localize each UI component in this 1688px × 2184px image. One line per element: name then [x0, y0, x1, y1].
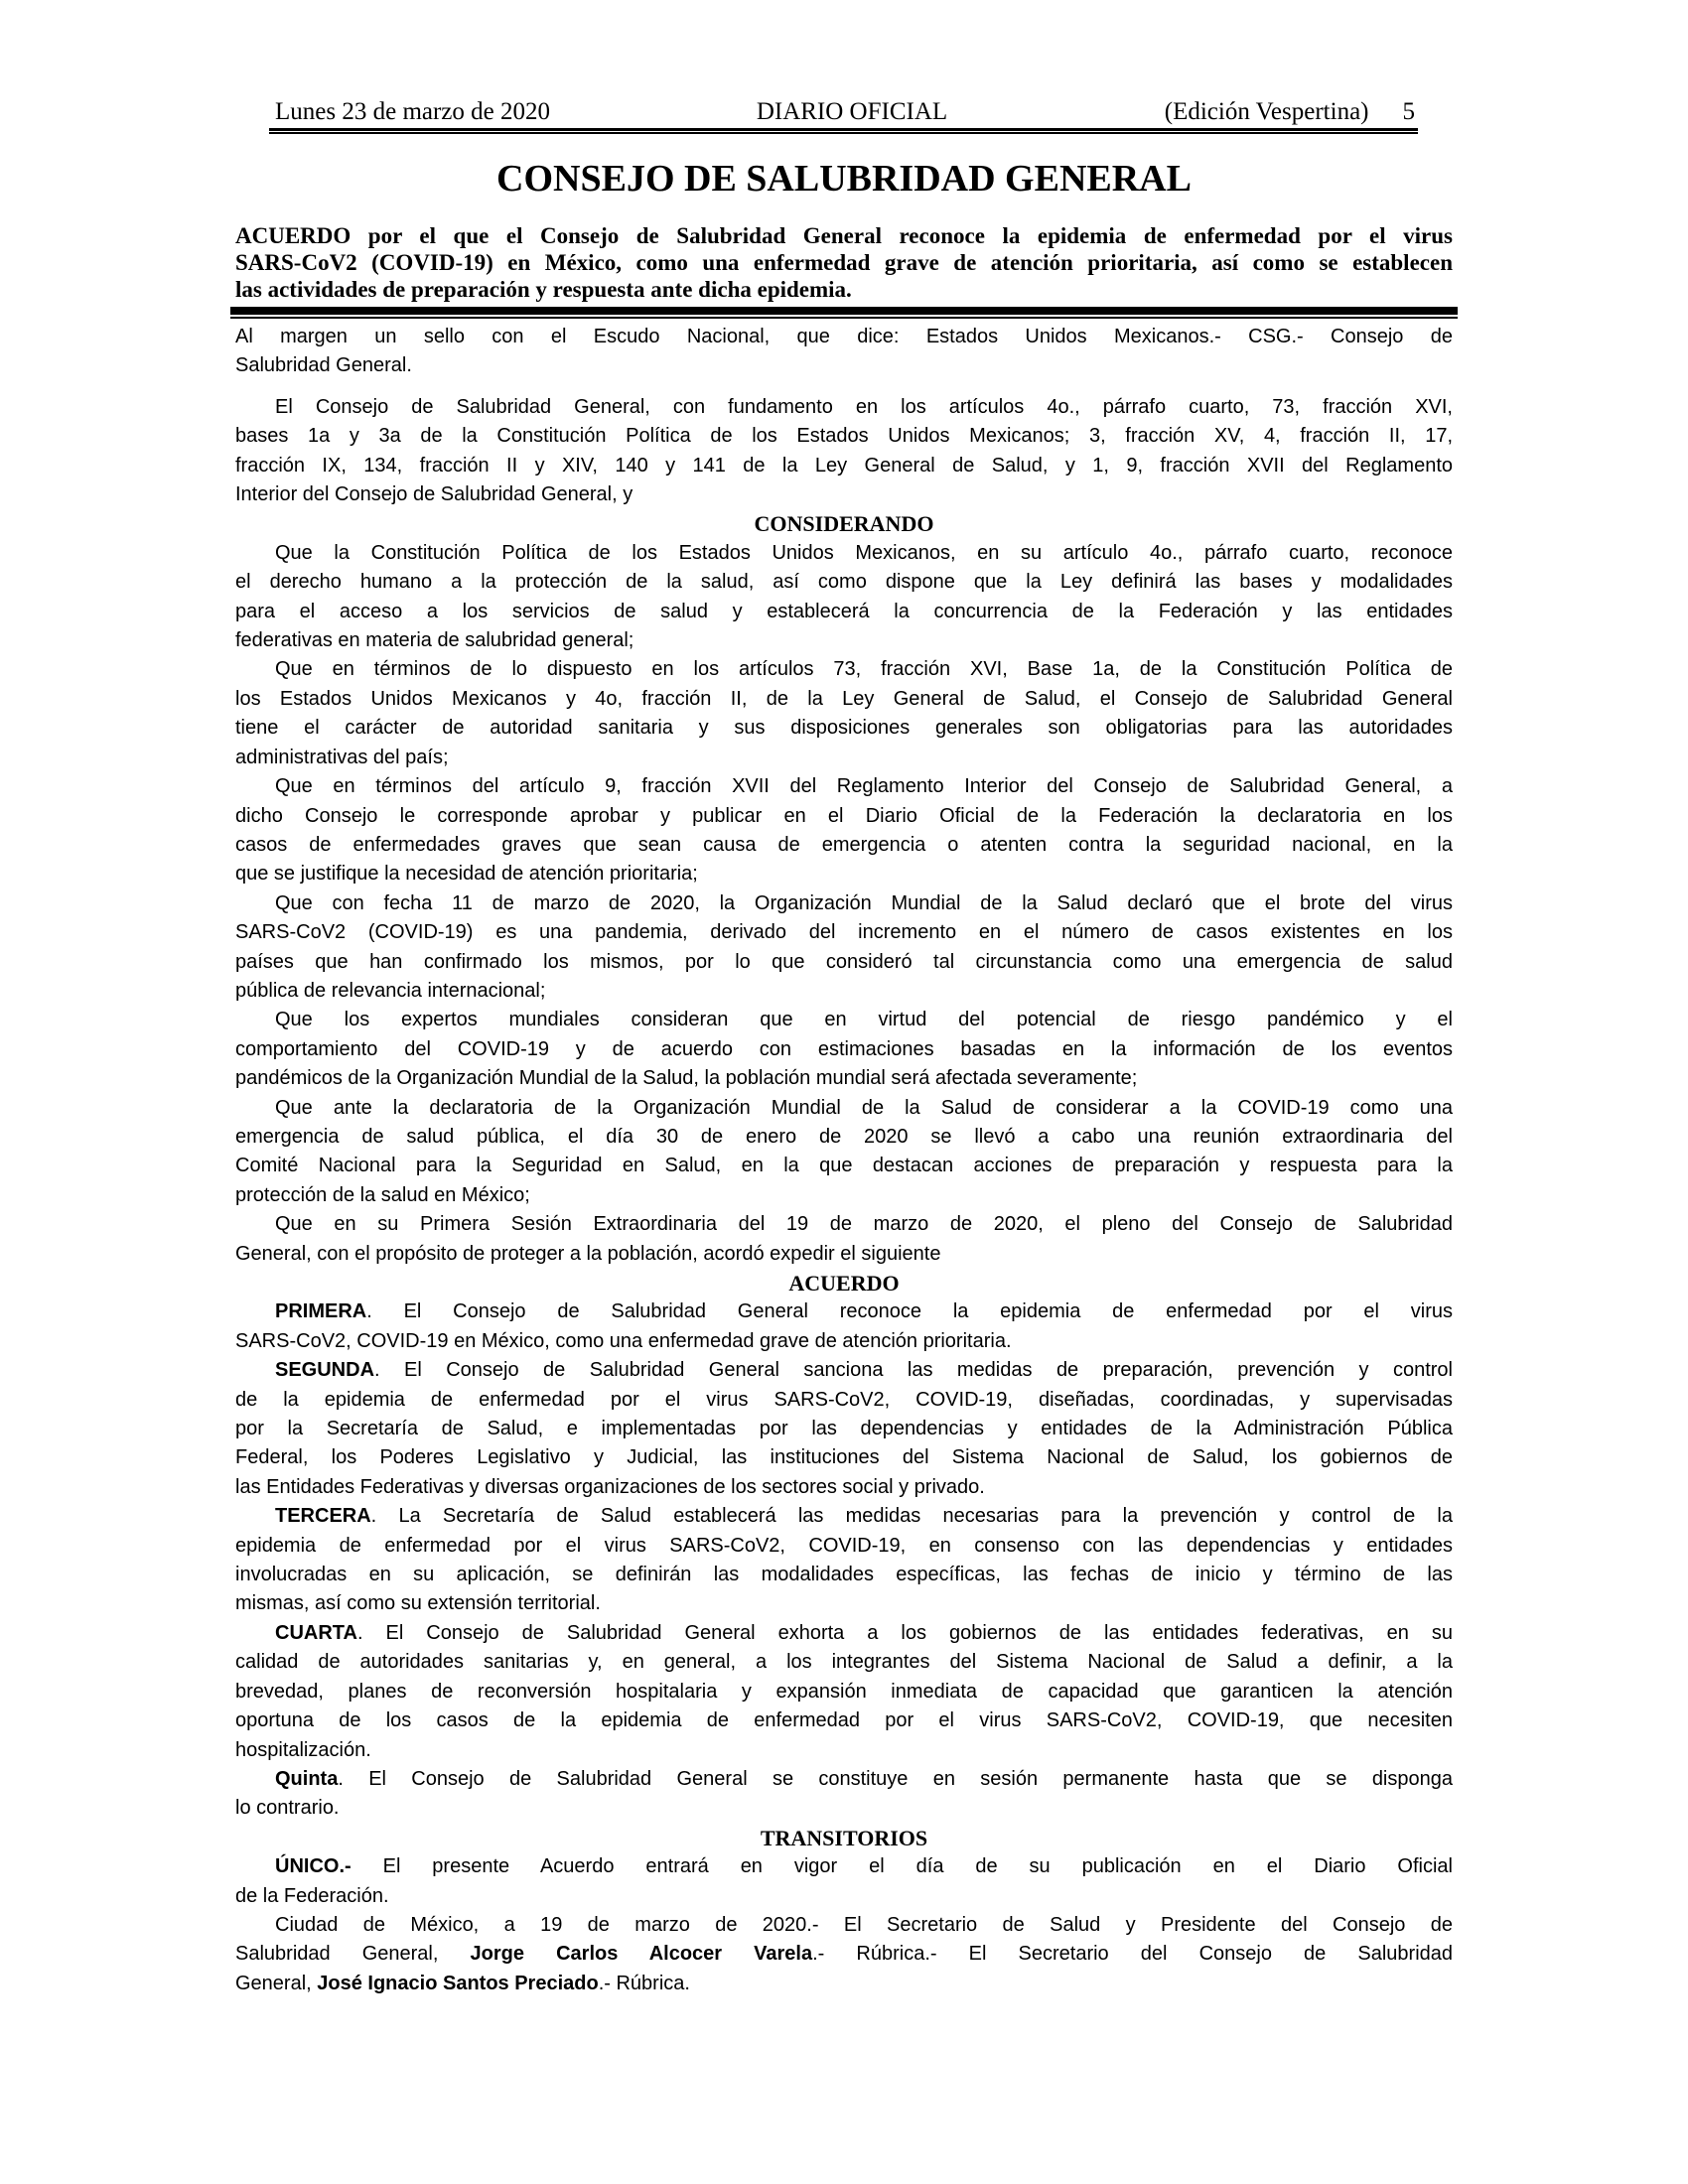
- header-rule-thick: [269, 128, 1418, 131]
- text-line: involucradas en su aplicación, se definirán las modalidades específicas, las fechas de inicio y término de las: [235, 1564, 1453, 1586]
- text-line: Ciudad de México, a 19 de marzo de 2020.- El Secretario de Salud y Presidente del Consejo de: [275, 1913, 1453, 1936]
- text-line: Comité Nacional para la Seguridad en Salud, en la que destacan acciones de preparación y respuesta para la: [235, 1155, 1453, 1177]
- text-line: mismas, así como su extensión territorial.: [235, 1592, 601, 1615]
- acuerdo-clauses: [235, 1297, 1453, 1823]
- bold-text: José Ignacio Santos Preciado: [317, 1972, 599, 1994]
- text-line: [235, 1619, 1453, 1648]
- clause-paragraph: [235, 1502, 1453, 1619]
- paragraph: [235, 1210, 1453, 1269]
- considerando-heading: CONSIDERANDO: [754, 511, 934, 537]
- text-line: [235, 1502, 1453, 1531]
- text-run: Salubridad General,: [235, 1943, 471, 1966]
- text-run: . El Consejo de Salubridad General exhorta a los gobiernos de las entidades federativas, en su: [356, 1621, 1453, 1644]
- paragraph: [235, 323, 1453, 381]
- text-line: tiene el carácter de autoridad sanitaria y sus disposiciones generales son obligatorias para las autoridades: [235, 717, 1453, 740]
- text-line: fracción IX, 134, fracción II y XIV, 140 y 141 de la Ley General de Salud, y 1, 9, fracción XVII del Reglamento: [235, 454, 1453, 477]
- paragraph: [235, 1852, 1453, 1911]
- paragraph: [235, 655, 1453, 772]
- preamble: [235, 393, 1453, 510]
- text-line: comportamiento del COVID-19 y de acuerdo con estimaciones basadas en la información de los eventos: [235, 1037, 1453, 1060]
- text-line: [235, 1852, 1453, 1881]
- paragraph: [235, 1006, 1453, 1093]
- text-line: Que en términos del artículo 9, fracción XVII del Reglamento Interior del Consejo de Salubridad General, a: [275, 775, 1453, 798]
- text-run: . El Consejo de Salubridad General sanciona las medidas de preparación, prevención y control: [374, 1359, 1453, 1382]
- paragraph: [235, 1094, 1453, 1211]
- text-line: las actividades de preparación y respuesta ante dicha epidemia.: [235, 277, 852, 302]
- transitorios-heading: TRANSITORIOS: [760, 1825, 928, 1850]
- text-run: .- Rúbrica.- El Secretario del Consejo de Salubridad: [812, 1943, 1454, 1966]
- text-line: SARS-CoV2, COVID-19 en México, como una enfermedad grave de atención prioritaria.: [235, 1329, 1012, 1352]
- text-run: . El Consejo de Salubridad General reconoce la epidemia de enfermedad por el virus: [366, 1300, 1453, 1323]
- text-run: General,: [235, 1972, 318, 1994]
- text-line: El Consejo de Salubridad General, con fundamento en los artículos 4o., párrafo cuarto, 73, fracción XVI,: [275, 395, 1453, 418]
- clause-paragraph: [235, 1619, 1453, 1765]
- header-right-group: [1165, 98, 1415, 126]
- text-line: protección de la salud en México;: [235, 1183, 530, 1206]
- page-title: CONSEJO DE SALUBRIDAD GENERAL: [496, 158, 1192, 200]
- paragraph: [235, 393, 1453, 510]
- text-run: .- Rúbrica.: [598, 1972, 690, 1994]
- header-date: Lunes 23 de marzo de 2020: [275, 98, 551, 125]
- bold-text: TERCERA: [275, 1505, 371, 1528]
- clause-paragraph: [235, 1765, 1453, 1824]
- text-line: emergencia de salud pública, el día 30 de enero de 2020 se llevó a cabo una reunión extraordinaria del: [235, 1125, 1453, 1148]
- text-line: epidemia de enfermedad por el virus SARS-CoV2, COVID-19, en consenso con las dependencias y entidades: [235, 1534, 1453, 1557]
- header-edition: (Edición Vespertina): [1164, 98, 1369, 125]
- text-line: Federal, los Poderes Legislativo y Judicial, las instituciones del Sistema Nacional de Salud, los gobiernos de: [235, 1446, 1453, 1469]
- text-line: Que en términos de lo dispuesto en los artículos 73, fracción XVI, Base 1a, de la Constitución Política de: [275, 658, 1453, 681]
- text-line: casos de enfermedades graves que sean causa de emergencia o atenten contra la seguridad nacional, en la: [235, 833, 1453, 856]
- text-line: de la epidemia de enfermedad por el virus SARS-CoV2, COVID-19, diseñadas, coordinadas, y supervisadas: [235, 1388, 1453, 1411]
- text-line: dicho Consejo le corresponde aprobar y publicar en el Diario Oficial de la Federación la declaratoria en los: [235, 804, 1453, 827]
- text-line: Que la Constitución Política de los Estados Unidos Mexicanos, en su artículo 4o., párrafo cuarto, reconoce: [275, 541, 1453, 564]
- text-line: [235, 1970, 1453, 1998]
- paragraph: [235, 539, 1453, 656]
- text-line: para el acceso a los servicios de salud y establecerá la concurrencia de la Federación y las entidades: [235, 600, 1453, 622]
- text-line: los Estados Unidos Mexicanos y 4o, fracción II, de la Ley General de Salud, el Consejo de Salubridad General: [235, 687, 1453, 710]
- text-line: las Entidades Federativas y diversas organizaciones de los sectores social y privado.: [235, 1475, 985, 1498]
- text-line: que se justifique la necesidad de atención prioritaria;: [235, 863, 698, 886]
- text-line: pandémicos de la Organización Mundial de la Salud, la población mundial será afectada severamente;: [235, 1067, 1138, 1090]
- clause-paragraph: [235, 1297, 1453, 1356]
- signature-block: [235, 1911, 1453, 1998]
- closing-paragraph: [235, 1911, 1453, 1998]
- text-line: lo contrario.: [235, 1797, 340, 1820]
- text-line: brevedad, planes de reconversión hospitalaria y expansión inmediata de capacidad que garanticen la atención: [235, 1680, 1453, 1703]
- summary-rule-thick: [230, 307, 1458, 315]
- text-line: el derecho humano a la protección de la salud, así como dispone que la Ley definirá las bases y modalidades: [235, 571, 1453, 594]
- bold-text: PRIMERA: [275, 1300, 367, 1323]
- paragraph: [235, 889, 1453, 1007]
- text-line: Salubridad General.: [235, 354, 412, 377]
- page-header: [269, 98, 1418, 126]
- text-line: SARS-CoV2 (COVID-19) en México, como una enfermedad grave de atención prioritaria, así como se establecen: [235, 250, 1453, 275]
- text-line: [235, 1297, 1453, 1326]
- paragraph: [235, 772, 1453, 889]
- clause-paragraph: [235, 1356, 1453, 1502]
- text-line: bases 1a y 3a de la Constitución Política de los Estados Unidos Mexicanos; 3, fracción XV, 4, fracción II, 17,: [235, 425, 1453, 448]
- header-publication-name: DIARIO OFICIAL: [756, 98, 948, 125]
- text-line: países que han confirmado los mismos, por lo que consideró tal circunstancia como una emergencia de salud: [235, 950, 1453, 973]
- header-rule-thin: [269, 132, 1418, 134]
- text-line: oportuna de los casos de la epidemia de enfermedad por el virus SARS-CoV2, COVID-19, que necesiten: [235, 1709, 1453, 1732]
- text-line: Que los expertos mundiales consideran que en virtud del potencial de riesgo pandémico y el: [275, 1009, 1453, 1031]
- text-line: [235, 1940, 1453, 1969]
- text-line: SARS-CoV2 (COVID-19) es una pandemia, derivado del incremento en el número de casos existentes en los: [235, 921, 1453, 944]
- text-line: calidad de autoridades sanitarias y, en general, a los integrantes del Sistema Nacional de Salud a definir, a la: [235, 1651, 1453, 1674]
- text-line: General, con el propósito de proteger a la población, acordó expedir el siguiente: [235, 1242, 941, 1265]
- text-line: Al margen un sello con el Escudo Nacional, que dice: Estados Unidos Mexicanos.- CSG.- Consejo de: [235, 326, 1453, 347]
- text-line: federativas en materia de salubridad general;: [235, 629, 634, 652]
- text-line: Que con fecha 11 de marzo de 2020, la Organización Mundial de la Salud declaró que el brote del virus: [275, 891, 1453, 914]
- summary-text: [235, 222, 1453, 303]
- bold-text: CUARTA: [275, 1621, 357, 1644]
- summary-rule-thin: [230, 317, 1458, 319]
- text-line: de la Federación.: [235, 1884, 389, 1907]
- header-page-number: 5: [1402, 98, 1415, 125]
- text-run: . El Consejo de Salubridad General se constituye en sesión permanente hasta que se disponga: [338, 1767, 1453, 1790]
- bold-text: Quinta: [275, 1767, 339, 1790]
- text-line: por la Secretaría de Salud, e implementadas por las dependencias y entidades de la Administración Pública: [235, 1418, 1453, 1440]
- text-line: hospitalización.: [235, 1738, 371, 1761]
- bold-text: ÚNICO.-: [275, 1855, 352, 1878]
- text-run: El presente Acuerdo entrará en vigor el día de su publicación en el Diario Oficial: [351, 1855, 1453, 1878]
- transitorios-section: [235, 1852, 1453, 1911]
- text-run: . La Secretaría de Salud establecerá las medidas necesarias para la prevención y control de la: [370, 1505, 1453, 1528]
- text-line: ACUERDO por el que el Consejo de Salubridad General reconoce la epidemia de enfermedad por el virus: [235, 223, 1453, 248]
- agreement-summary: [235, 222, 1453, 303]
- considerando-section: [235, 539, 1453, 1269]
- text-line: Interior del Consejo de Salubridad General, y: [235, 483, 633, 506]
- acuerdo-heading: ACUERDO: [788, 1271, 900, 1296]
- text-line: [235, 1765, 1453, 1794]
- seal-note: [235, 323, 1453, 381]
- bold-text: Jorge Carlos Alcocer Varela: [470, 1943, 813, 1966]
- document-body: [235, 323, 1453, 1998]
- bold-text: SEGUNDA: [275, 1359, 375, 1382]
- text-line: [235, 1356, 1453, 1385]
- text-line: administrativas del país;: [235, 746, 449, 768]
- text-line: pública de relevancia internacional;: [235, 979, 546, 1002]
- text-line: Que en su Primera Sesión Extraordinaria del 19 de marzo de 2020, el pleno del Consejo de Salubridad: [275, 1213, 1453, 1236]
- text-line: Que ante la declaratoria de la Organización Mundial de la Salud de considerar a la COVID-19 como una: [275, 1096, 1453, 1119]
